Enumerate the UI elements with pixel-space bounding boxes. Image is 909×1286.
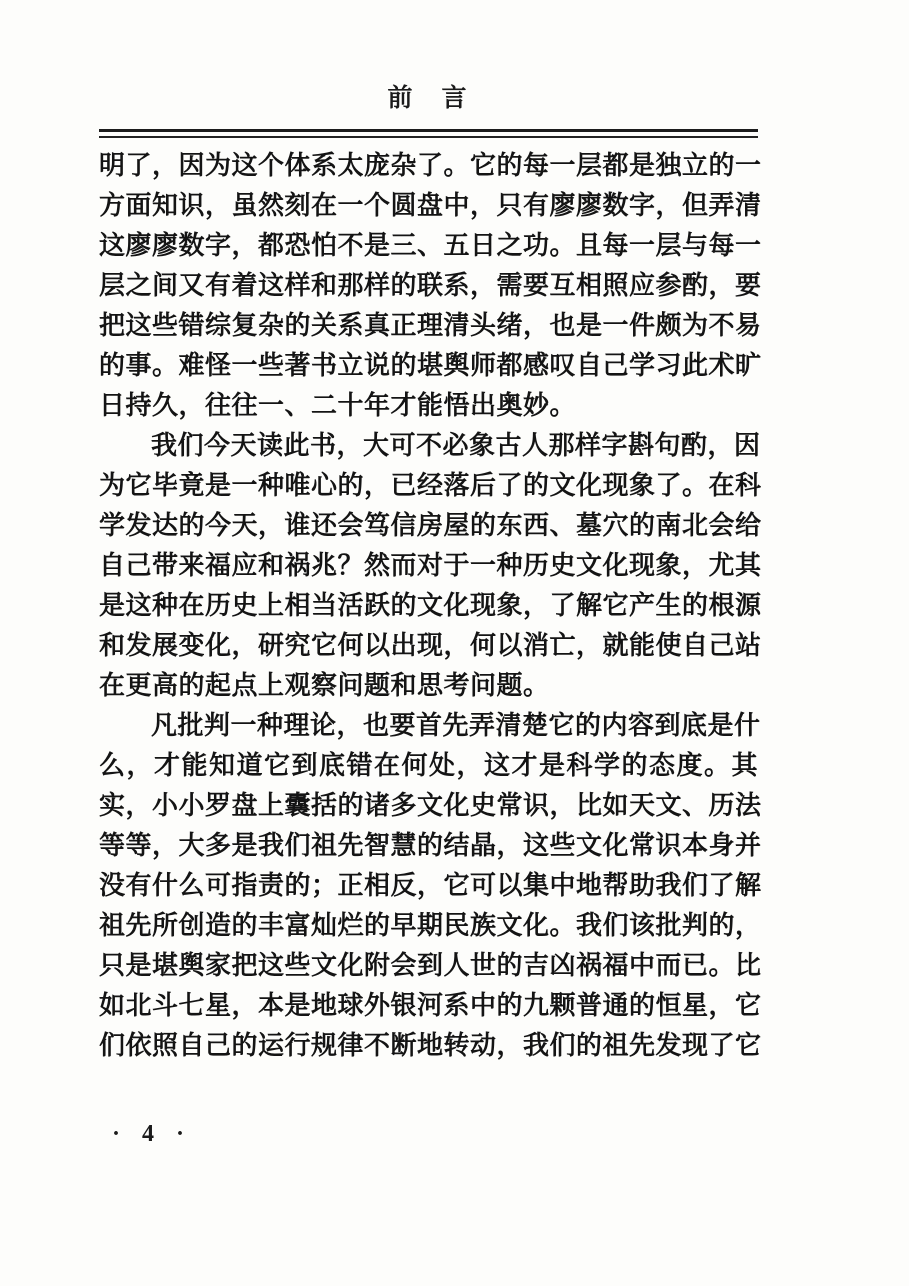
- paragraph: [99, 426, 762, 706]
- text-line: 方面知识，虽然刻在一个圆盘中，只有廖廖数字，但弄清: [99, 191, 762, 220]
- text-line: 在更高的起点上观察问题和思考问题。: [99, 671, 550, 700]
- paragraph: [99, 706, 762, 1066]
- text-line: 日持久，往往一、二十年才能悟出奥妙。: [99, 391, 577, 420]
- text-line: 们依照自己的运行规律不断地转动，我们的祖先发现了它: [99, 1031, 762, 1060]
- page-title: 前 言: [387, 85, 469, 112]
- text-line: 么，才能知道它到底错在何处，这才是科学的态度。其: [99, 751, 758, 780]
- text-line: 学发达的今天，谁还会笃信房屋的东西、墓穴的南北会给: [99, 511, 762, 540]
- text-line: 如北斗七星，本是地球外银河系中的九颗普通的恒星，它: [99, 991, 762, 1020]
- text-line: 没有什么可指责的；正相反，它可以集中地帮助我们了解: [99, 871, 762, 900]
- text-line: 只是堪舆家把这些文化附会到人世的吉凶祸福中而已。比: [99, 951, 762, 980]
- text-line: 是这种在历史上相当活跃的文化现象，了解它产生的根源: [99, 591, 762, 620]
- text-line: 凡批判一种理论，也要首先弄清楚它的内容到底是什: [151, 711, 761, 740]
- page-number: · 4 ·: [112, 1121, 190, 1147]
- text-line: 和发展变化，研究它何以出现，何以消亡，就能使自己站: [99, 631, 762, 660]
- text-line: 自己带来福应和祸兆？然而对于一种历史文化现象，尤其: [99, 551, 762, 580]
- text-line: 的事。难怪一些著书立说的堪舆师都感叹自己学习此术旷: [99, 351, 762, 380]
- text-line: 我们今天读此书，大可不必象古人那样字斟句酌，因: [151, 431, 761, 460]
- header-double-rule: [99, 129, 758, 138]
- text-line: 明了，因为这个体系太庞杂了。它的每一层都是独立的一: [99, 151, 762, 180]
- text-line: 层之间又有着这样和那样的联系，需要互相照应参酌，要: [99, 271, 762, 300]
- text-line: 祖先所创造的丰富灿烂的早期民族文化。我们该批判的，: [99, 911, 762, 940]
- text-line: 实，小小罗盘上囊括的诸多文化史常识，比如天文、历法: [99, 791, 762, 820]
- body-text: [99, 146, 762, 1066]
- page-header: [99, 78, 757, 114]
- paragraph: [99, 146, 762, 426]
- text-line: 等等，大多是我们祖先智慧的结晶，这些文化常识本身并: [99, 831, 762, 860]
- text-line: 把这些错综复杂的关系真正理清头绪，也是一件颇为不易: [99, 311, 762, 340]
- text-line: 为它毕竟是一种唯心的，已经落后了的文化现象了。在科: [99, 471, 762, 500]
- text-line: 这廖廖数字，都恐怕不是三、五日之功。且每一层与每一: [99, 231, 762, 260]
